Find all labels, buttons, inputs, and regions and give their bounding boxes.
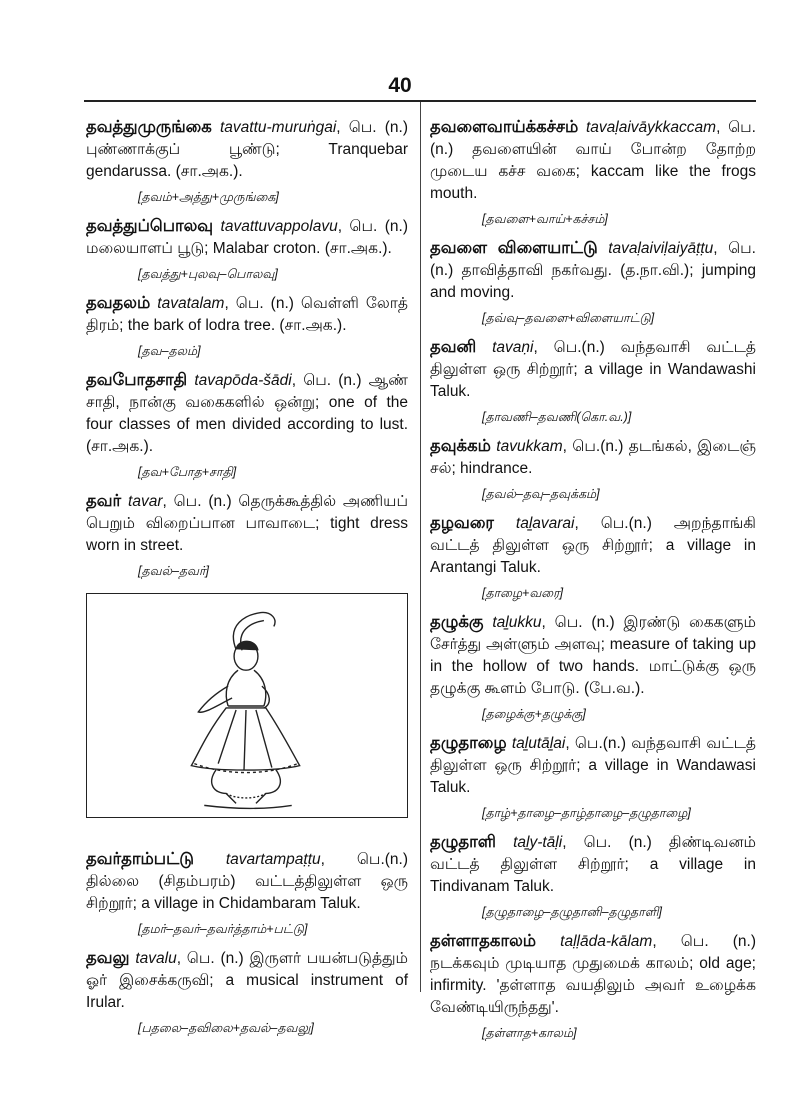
entry-etymology: [தழுதாழை–தழுதானி–தழுதாளி] [482, 905, 663, 919]
entry-transliteration: taḻy-tāḷi [513, 834, 563, 851]
dictionary-entry [86, 215, 408, 260]
entry-definition: , பெ. (n.) வெள்ளி லோத் திரம்; the bark of lodra tree. (சா.அக.). [86, 295, 408, 334]
entry-etymology: [தவம்+அத்து+முருங்கை] [138, 190, 279, 204]
entry-etymology: [தவல்–தவு–தவுக்கம்] [482, 487, 600, 501]
entry-headword: தவுக்கம் [430, 437, 491, 455]
entry-transliteration: tavukkam [496, 438, 563, 455]
dictionary-entry [430, 237, 756, 304]
entry-headword: தவலு [86, 949, 130, 967]
entry-transliteration: tavattu-muruṅgai [219, 119, 337, 136]
page-number: 40 [388, 74, 412, 97]
entry-etymology: [தாவணி–தவணி(கொ.வ.)] [482, 410, 632, 424]
entry-transliteration: tavalu [135, 950, 177, 967]
entry-definition: , பெ. (n.) மலையாளப் பூடு; Malabar croton. (சா.அக.). [86, 218, 408, 257]
entry-definition: , பெ. (n.) நடக்கவும் முடியாத முதுமைக் காலம்; old age; infirmity. 'தள்ளாத வயதிலும் அவர் உழைக்க வேண்டியிருந்தது'. [430, 933, 757, 1016]
entry-transliteration: tavar [128, 493, 163, 510]
entry-definition: , பெ. (n.) புண்ணாக்குப் பூண்டு; Tranquebar gendarussa. (சா.அக.). [86, 119, 408, 180]
entry-etymology: [தவ–தலம்] [138, 344, 201, 358]
entry-etymology: [பதலை–தவிலை+தவல்–தவலு] [138, 1021, 314, 1035]
entry-transliteration: tavaṇi [492, 339, 534, 356]
entry-headword: தவதலம் [86, 294, 151, 312]
entry-etymology: [தவத்து+புலவு–பொலவு] [138, 267, 278, 281]
entry-headword: தவளை விளையாட்டு [430, 239, 598, 257]
entry-headword: தள்ளாதகாலம் [430, 932, 537, 950]
entry-definition: , பெ.(n.) தில்லை (சிதம்பரம்) வட்டத்திலுள்ள ஒரு சிற்றூர்; a village in Chidambaram Taluk. [86, 851, 408, 912]
entry-etymology: [தள்ளாத+காலம்] [482, 1026, 577, 1040]
entry-definition: , பெ.(n.) தடங்கல், இடைஞ் சல்; hindrance. [430, 438, 756, 477]
entry-definition: , பெ. (n.) தவளையின் வாய் போன்ற தோற்ற முடைய கச்ச வகை; kaccam like the frogs mouth. [430, 119, 756, 202]
dictionary-entry [86, 369, 408, 458]
entry-etymology: [தவ்வு–தவளை+விளையாட்டு] [482, 311, 655, 325]
dancer-illustration [86, 593, 408, 818]
entry-transliteration: tavartampaṭṭu [225, 851, 321, 868]
entry-headword: தவர் [86, 492, 122, 510]
entry-transliteration: tavapōda-šādi [194, 372, 292, 389]
entry-transliteration: taḷḷāda-kālam [560, 933, 653, 950]
dictionary-entry [430, 930, 756, 1019]
entry-definition: , பெ.(n.) வந்தவாசி வட்டத் திலுள்ள ஒரு சிற்றூர்; a village in Wandawasi Taluk. [430, 735, 756, 796]
entry-definition: , பெ. (n.) தெருக்கூத்தில் அணியப் பெறும் விறைப்பான பாவாடை; tight dress worn in street. [86, 493, 409, 554]
entry-etymology: [தமர்–தவர்–தவர்த்தாம்+பட்டு] [138, 922, 308, 936]
dictionary-entry [430, 116, 756, 205]
entry-transliteration: tavaḷaiviḷaiyāṭṭu [608, 240, 714, 257]
dictionary-entry [86, 490, 408, 557]
dictionary-entry [430, 831, 756, 898]
entry-headword: தவர்தாம்பட்டு [86, 850, 194, 868]
entry-etymology: [தழைக்கு+தழுக்கு] [482, 707, 586, 721]
dictionary-entry [430, 732, 756, 799]
entry-etymology: [தவல்–தவர்] [138, 564, 210, 578]
entry-headword: தழுதாளி [430, 833, 496, 851]
right-column [430, 116, 756, 1051]
entry-etymology: [தாழ்+தாழை–தாழ்தாழை–தழுதாழை] [482, 806, 691, 820]
entry-headword: தழவரை [430, 514, 494, 532]
dictionary-entry [86, 116, 408, 183]
entry-etymology: [தவளை+வாய்+கச்சம்] [482, 212, 608, 226]
entry-definition: , பெ. (n.) திண்டிவனம் வட்டத் திலுள்ள சிற்றூர்; a village in Tindivanam Taluk. [430, 834, 756, 895]
entry-transliteration: tavatalam [157, 295, 225, 312]
entry-headword: தவத்துமுருங்கை [86, 118, 212, 136]
entry-etymology: [தாழை+வரை] [482, 586, 564, 600]
dictionary-entry [86, 947, 408, 1014]
entry-definition: , பெ.(n.) தாவித்தாவி நகர்வது. (த.நா.வி.); jumping and moving. [430, 240, 756, 301]
dictionary-entry [430, 611, 756, 700]
entry-definition: , பெ. (n.) இருளர் பயன்படுத்தும் ஓர் இசைக்கருவி; a musical instrument of Irular. [86, 950, 408, 1011]
dictionary-entry [430, 435, 756, 480]
entry-headword: தவளைவாய்க்கச்சம் [430, 118, 579, 136]
entry-headword: தவத்துப்பொலவு [86, 217, 214, 235]
entry-headword: தவனி [430, 338, 477, 356]
dancer-drawing [87, 594, 407, 817]
column-divider [420, 102, 421, 992]
entry-transliteration: tavattuvappolavu [220, 218, 338, 235]
dictionary-entry [86, 292, 408, 337]
entry-transliteration: taḻukku [492, 614, 542, 631]
entry-transliteration: tavaḷaivāykkaccam [585, 119, 717, 136]
entry-definition: , பெ.(n.) அறந்தாங்கி வட்டத் திலுள்ள ஒரு சிற்றூர்; a village in Arantangi Taluk. [430, 515, 756, 576]
dictionary-entry [86, 848, 408, 915]
dictionary-entry [430, 336, 756, 403]
entry-transliteration: taḻavarai [515, 515, 575, 532]
entry-etymology: [தவ+போத+சாதி] [138, 465, 237, 479]
left-column [86, 116, 408, 1046]
entry-headword: தழுக்கு [430, 613, 484, 631]
entry-definition: , பெ. (n.) ஆண் சாதி, நான்கு வகைகளில் ஒன்று; one of the four classes of men divided according to lust. (சா.அக.). [86, 372, 408, 455]
entry-definition: , பெ.(n.) வந்தவாசி வட்டத் திலுள்ள ஒரு சிற்றூர்; a village in Wandawashi Taluk. [430, 339, 757, 400]
entry-headword: தழுதாழை [430, 734, 507, 752]
entry-transliteration: taḻutāḻai [511, 735, 566, 752]
dictionary-entry [430, 512, 756, 579]
entry-definition: , பெ. (n.) இரண்டு கைகளும் சேர்த்து அள்ளும் அளவு; measure of taking up in the hollow of two hands. மாட்டுக்கு ஒரு தழுக்கு கூளம் போடு. (பே.வ.). [430, 614, 757, 697]
entry-headword: தவபோதசாதி [86, 371, 188, 389]
